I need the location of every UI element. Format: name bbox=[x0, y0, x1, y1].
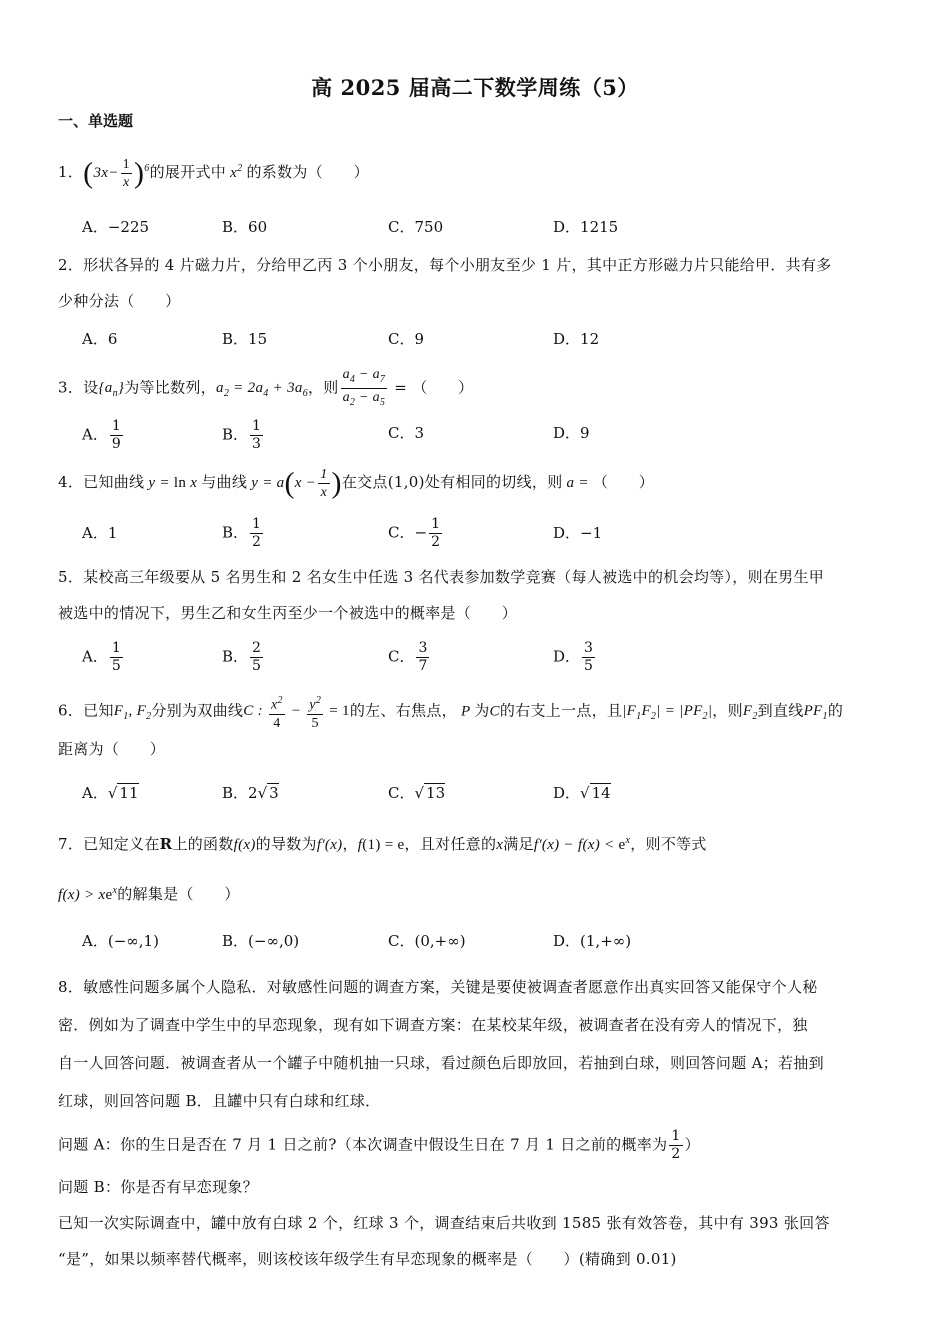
q2-option-a[interactable]: A．6 bbox=[82, 330, 118, 348]
question-8-question-b: 问题 B：你是否有早恋现象？ bbox=[58, 1178, 258, 1196]
question-3: 3．设$\{a_n\}$为等比数列，$a_2 = 2a_4 + 3a_6$，则 $\frac{a_4 - a_7}{a_2 - a_5}$ = （ ） bbox=[58, 366, 473, 411]
q3-option-a[interactable]: A． $\frac{1}{9}$ bbox=[82, 418, 121, 452]
question-6-line-2: 距离为（ ） bbox=[58, 740, 166, 758]
q6-option-d[interactable]: D．√ 14 bbox=[553, 784, 611, 802]
q1-text-end: 的系数为（ ） bbox=[246, 162, 369, 181]
question-7-line-2: $f(x) > xe^x$的解集是（ ） bbox=[58, 885, 240, 903]
question-4: 4．已知曲线 y = ln x 与曲线 y = a(x − $\frac{1}{x}$ )在交点(1,0)处有相同的切线，则 a = （ ） bbox=[58, 466, 655, 500]
q3-fraction: $\frac{a_4 - a_7}{a_2 - a_5}$ bbox=[342, 367, 386, 408]
q4-option-a[interactable]: A．1 bbox=[82, 524, 118, 542]
q5-option-d[interactable]: D． $\frac{3}{5}$ bbox=[553, 640, 593, 674]
q5-option-a[interactable]: A． $\frac{1}{5}$ bbox=[82, 640, 121, 674]
q7-option-a[interactable]: A．(−∞,1) bbox=[82, 932, 159, 950]
q1-option-b[interactable]: B．60 bbox=[222, 218, 268, 236]
question-8-line-6: “是”，如果以频率替代概率，则该校该年级学生有早恋现象的概率是（ ）(精确到 0.01) bbox=[58, 1250, 677, 1268]
question-8-line-4: 红球，则回答问题 B．且罐中只有白球和红球． bbox=[58, 1092, 381, 1110]
q7-option-d[interactable]: D．(1,+∞) bbox=[553, 932, 632, 950]
q1-expression: (3x− $\frac{1}{x}$ )$^6$ bbox=[83, 156, 150, 190]
question-5-line-1: 5．某校高三年级要从 5 名男生和 2 名女生中任选 3 名代表参加数学竞赛（每人被选中的机会均等），则在男生甲 bbox=[58, 568, 825, 586]
q5-option-c[interactable]: C． $\frac{3}{7}$ bbox=[388, 640, 428, 674]
q1-text: 的展开式中 bbox=[149, 162, 227, 181]
q1-option-c[interactable]: C．750 bbox=[388, 218, 444, 236]
q3-sequence: $\{a_n\}$ bbox=[98, 380, 125, 400]
q5-option-b[interactable]: B． $\frac{2}{5}$ bbox=[222, 640, 261, 674]
question-8-line-2: 密．例如为了调查中学生中的早恋现象，现有如下调查方案：在某校某年级，被调查者在没有旁人的情况下，独 bbox=[58, 1016, 808, 1034]
question-6-line-1: 6．已知$F_1$, $F_2$分别为双曲线C : $\frac{x^2}{4}$ − $\frac{y^2}{5}$ = 1的左、右焦点， P 为C的右支上一点，且$|F_1F_2| = |PF_2|$，则$F_2$到直线$PF_1$的 bbox=[58, 692, 843, 732]
question-8-line-5: 已知一次实际调查中，罐中放有白球 2 个，红球 3 个，调查结束后共收到 1585 张有效答卷，其中有 393 张回答 bbox=[58, 1214, 830, 1232]
question-5-line-2: 被选中的情况下，男生乙和女生丙至少一个被选中的概率是（ ） bbox=[58, 604, 518, 622]
q3-option-b[interactable]: B． $\frac{1}{3}$ bbox=[222, 418, 261, 452]
q1-option-a[interactable]: A．−225 bbox=[82, 218, 150, 236]
q2-option-c[interactable]: C．9 bbox=[388, 330, 425, 348]
section-heading: 一、单选题 bbox=[58, 112, 134, 130]
question-2-line-2: 少种分法（ ） bbox=[58, 292, 181, 310]
q3-option-c[interactable]: C．3 bbox=[388, 424, 425, 442]
question-7-line-1: 7．已知定义在R上的函数f(x)的导数为f′(x)，f(1) = e，且对任意的x满足$f'(x) - f(x) < e^x$，则不等式 bbox=[58, 835, 707, 853]
question-8-line-1: 8．敏感性问题多属个人隐私．对敏感性问题的调查方案，关键是要使被调查者愿意作出真实回答又能保守个人秘 bbox=[58, 978, 818, 996]
q6-option-b[interactable]: B．2√ 3 bbox=[222, 784, 279, 802]
question-8-question-a: 问题 A：你的生日是否在 7 月 1 日之前?（本次调查中假设生日在 7 月 1 日之前的概率为 $\frac{1}{2}$ ） bbox=[58, 1128, 700, 1162]
q2-option-b[interactable]: B．15 bbox=[222, 330, 268, 348]
q2-option-d[interactable]: D．12 bbox=[553, 330, 600, 348]
q3-option-d[interactable]: D．9 bbox=[553, 424, 590, 442]
question-2-line-1: 2．形状各异的 4 片磁力片，分给甲乙丙 3 个小朋友，每个小朋友至少 1 片，其中正方形磁力片只能给甲．共有多 bbox=[58, 256, 832, 274]
q1-term: $x^2$ bbox=[226, 162, 243, 181]
q7-option-c[interactable]: C．(0,+∞) bbox=[388, 932, 466, 950]
q4-option-c[interactable]: C．− $\frac{1}{2}$ bbox=[388, 516, 440, 550]
question-8-line-3: 自一人回答问题．被调查者从一个罐子中随机抽一只球，看过颜色后即放回，若抽到白球，则回答问题 A；若抽到 bbox=[58, 1054, 824, 1072]
q7-option-b[interactable]: B．(−∞,0) bbox=[222, 932, 300, 950]
q4-option-d[interactable]: D．−1 bbox=[553, 524, 603, 542]
q1-number: 1． bbox=[58, 162, 84, 181]
q4-option-b[interactable]: B． $\frac{1}{2}$ bbox=[222, 516, 261, 550]
q6-option-c[interactable]: C．√ 13 bbox=[388, 784, 446, 802]
question-1 bbox=[58, 156, 369, 191]
page-title: 高 2025 届高二下数学周练（5） bbox=[311, 75, 639, 100]
q1-option-d[interactable]: D．1215 bbox=[553, 218, 619, 236]
q3-equation: $a_2 = 2a_4 + 3a_6$ bbox=[216, 380, 308, 400]
q6-option-a[interactable]: A．√ 11 bbox=[82, 784, 139, 802]
